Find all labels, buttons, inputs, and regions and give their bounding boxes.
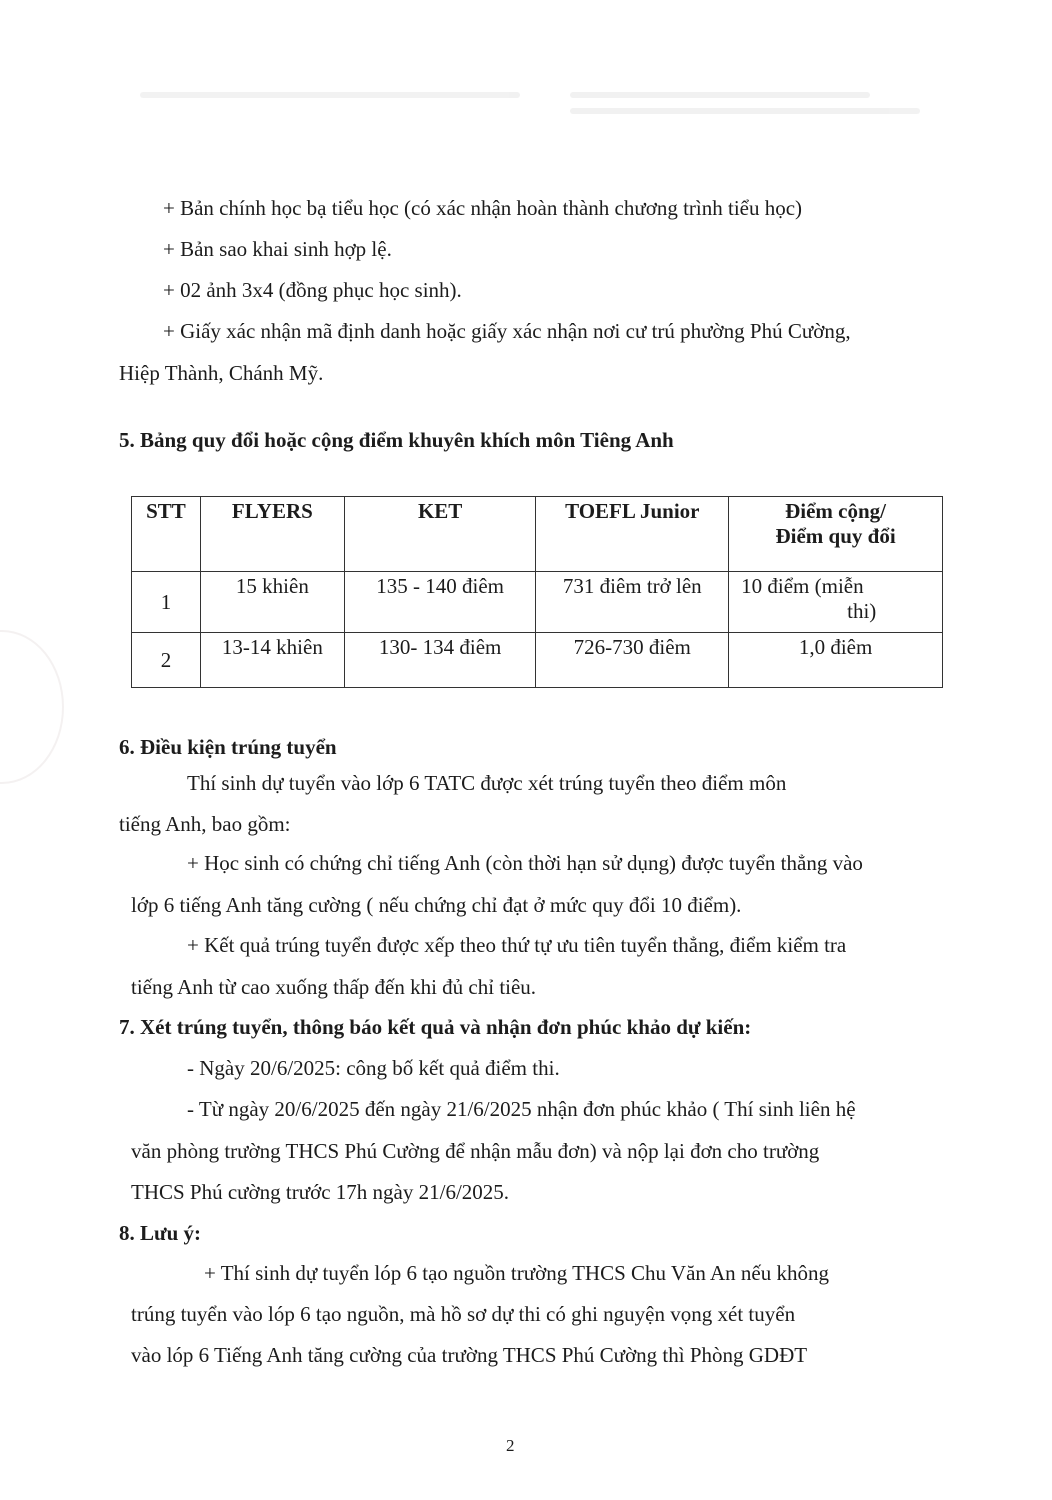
intro-item: + 02 ảnh 3x4 (đồng phục học sinh). bbox=[163, 278, 462, 302]
conversion-table bbox=[131, 496, 943, 688]
section5-heading: 5. Bảng quy đổi hoặc cộng điểm khuyên khích môn Tiêng Anh bbox=[119, 428, 674, 452]
intro-item: + Giấy xác nhận mã định danh hoặc giấy xác nhận nơi cư trú phường Phú Cường, bbox=[163, 319, 851, 343]
cell-score-line2: thi) bbox=[847, 599, 877, 623]
table-row bbox=[132, 633, 943, 688]
header-flyers: FLYERS bbox=[200, 497, 344, 572]
cell-score: 1,0 điêm bbox=[729, 633, 943, 688]
cell-flyers: 13-14 khiên bbox=[200, 633, 344, 688]
cell-score-line1: 10 điểm (miễn bbox=[741, 574, 864, 598]
header-score bbox=[729, 497, 943, 572]
paragraph-line: vào lóp 6 Tiếng Anh tăng cường của trường THCS Phú Cường thì Phòng GDĐT bbox=[131, 1343, 808, 1367]
paragraph-line: + Kết quả trúng tuyển được xếp theo thứ tự ưu tiên tuyển thẳng, điểm kiểm tra bbox=[187, 933, 847, 957]
table-row bbox=[132, 572, 943, 633]
header-toefl: TOEFL Junior bbox=[536, 497, 729, 572]
intro-item: + Bản sao khai sinh hợp lệ. bbox=[163, 237, 392, 261]
header-score-line1: Điểm cộng/ bbox=[785, 499, 887, 523]
cell-flyers: 15 khiên bbox=[200, 572, 344, 633]
paragraph-line: trúng tuyển vào lóp 6 tạo nguồn, mà hồ sơ dự thi có ghi nguyện vọng xét tuyển bbox=[131, 1302, 796, 1326]
intro-item-continued: Hiệp Thành, Chánh Mỹ. bbox=[119, 361, 324, 385]
cell-stt: 1 bbox=[132, 572, 201, 633]
cell-score bbox=[729, 572, 943, 633]
bleed-through-header bbox=[140, 82, 940, 162]
page-number: 2 bbox=[506, 1436, 515, 1455]
paragraph-line: lớp 6 tiếng Anh tăng cường ( nếu chứng chỉ đạt ở mức quy đổi 10 điểm). bbox=[131, 893, 742, 917]
header-ket: KET bbox=[344, 497, 536, 572]
section6-heading: 6. Điều kiện trúng tuyển bbox=[119, 735, 337, 759]
intro-item: + Bản chính học bạ tiểu học (có xác nhận hoàn thành chương trình tiểu học) bbox=[163, 196, 803, 220]
cell-stt: 2 bbox=[132, 633, 201, 688]
paragraph-line: tiếng Anh, bao gồm: bbox=[119, 812, 291, 836]
paragraph-line: văn phòng trường THCS Phú Cường để nhận mẫu đơn) và nộp lại đơn cho trường bbox=[131, 1139, 820, 1163]
header-score-line2: Điểm quy đổi bbox=[775, 524, 896, 548]
paragraph-line: tiếng Anh từ cao xuống thấp đến khi đủ chỉ tiêu. bbox=[131, 975, 537, 999]
cell-toefl: 731 điêm trở lên bbox=[536, 572, 729, 633]
section8-heading: 8. Lưu ý: bbox=[119, 1221, 202, 1245]
section7-heading: 7. Xét trúng tuyển, thông báo kết quả và nhận đơn phúc khảo dự kiến: bbox=[119, 1015, 752, 1039]
paragraph-line: - Từ ngày 20/6/2025 đến ngày 21/6/2025 nhận đơn phúc khảo ( Thí sinh liên hệ bbox=[187, 1097, 856, 1121]
cell-ket: 130- 134 điêm bbox=[344, 633, 536, 688]
stamp-edge bbox=[0, 630, 64, 784]
paragraph-line: + Học sinh có chứng chỉ tiếng Anh (còn thời hạn sử dụng) được tuyển thẳng vào bbox=[187, 851, 863, 875]
table-header-row bbox=[132, 497, 943, 572]
paragraph-line: + Thí sinh dự tuyển lóp 6 tạo nguồn trường THCS Chu Văn An nếu không bbox=[204, 1261, 829, 1285]
cell-toefl: 726-730 điêm bbox=[536, 633, 729, 688]
paragraph-line: THCS Phú cường trước 17h ngày 21/6/2025. bbox=[131, 1180, 510, 1204]
paragraph-line: Thí sinh dự tuyển vào lớp 6 TATC được xét trúng tuyển theo điểm môn bbox=[187, 771, 787, 795]
header-stt: STT bbox=[132, 497, 201, 572]
cell-ket: 135 - 140 điêm bbox=[344, 572, 536, 633]
paragraph-line: - Ngày 20/6/2025: công bố kết quả điểm thi. bbox=[187, 1056, 560, 1080]
